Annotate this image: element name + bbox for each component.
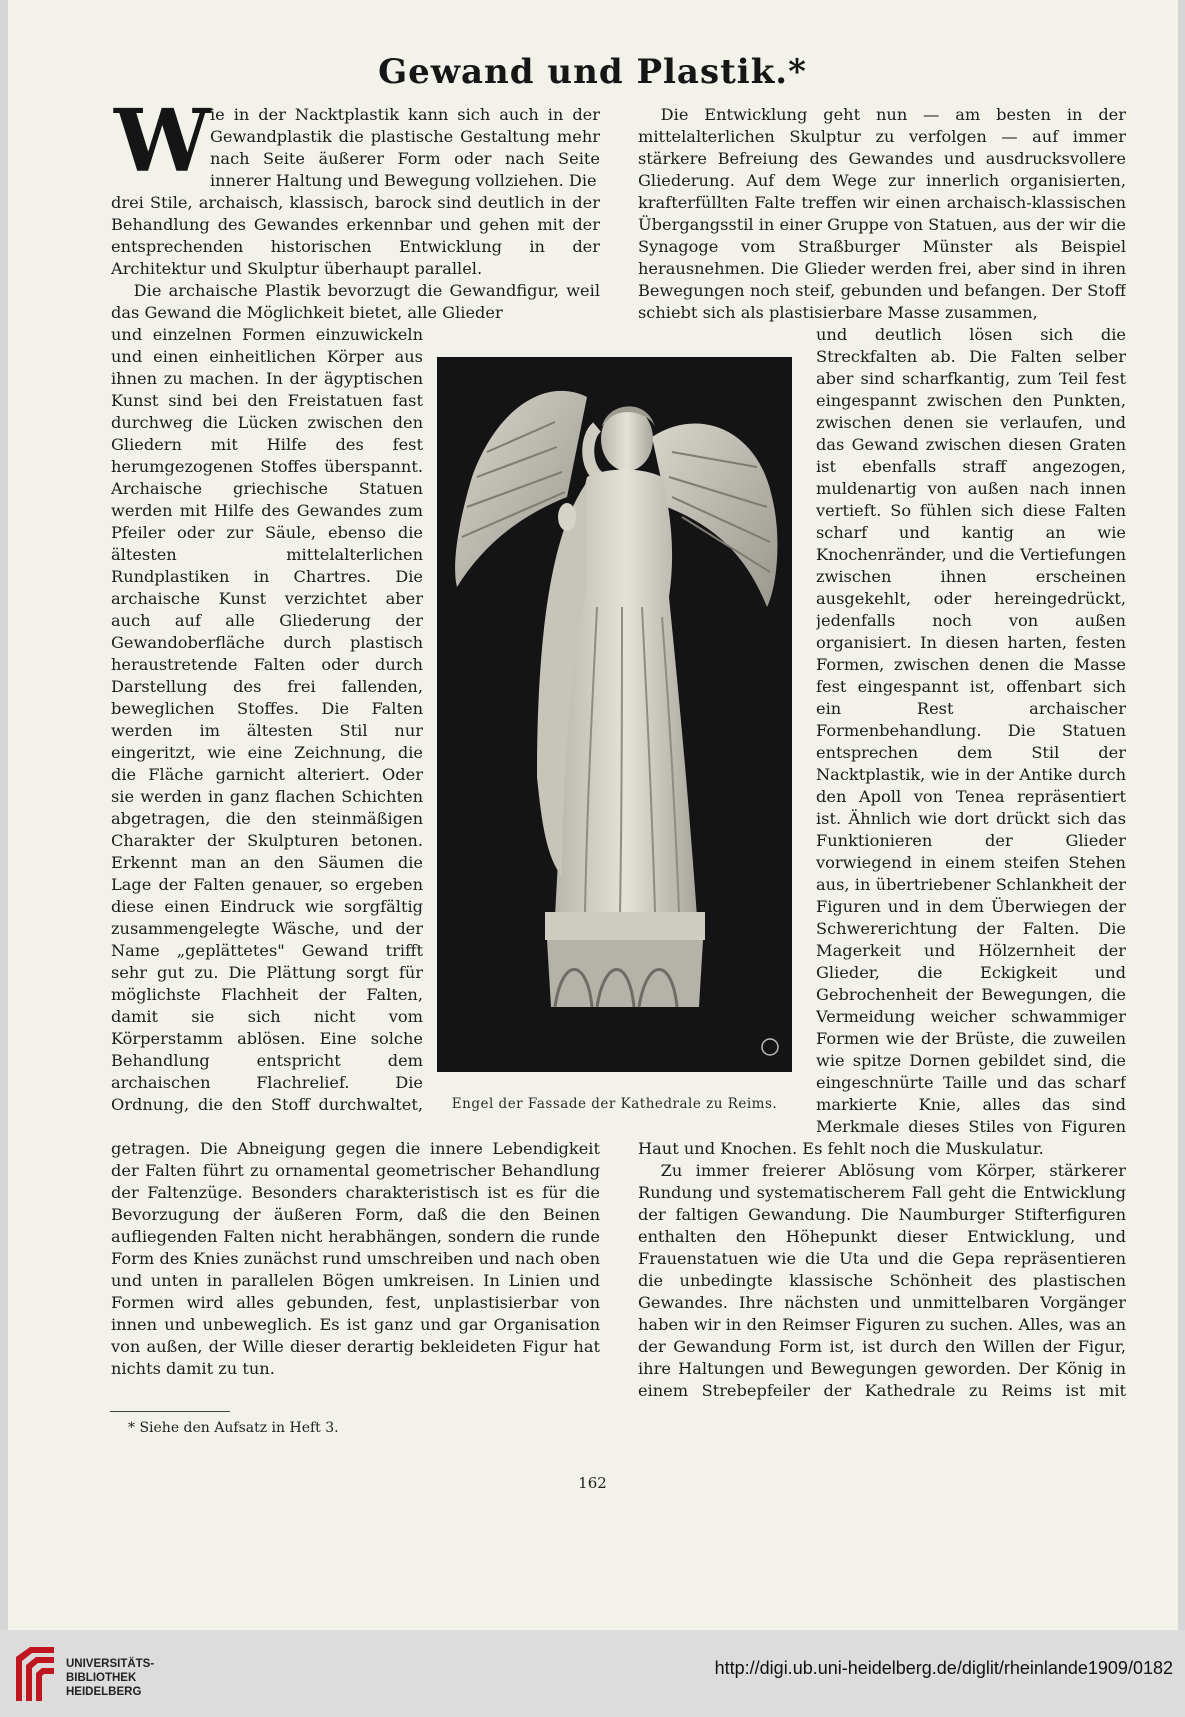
left-col-p1-rest: drei Stile, archaisch, klassisch, barock sind deutlich in der Behandlung des Gewandes erkennbar und gehen mit der entsprechenden historischen Entwicklung in der Architektur und Skulptur überhaupt parallel.: [111, 193, 600, 278]
right-col-p1-top: Die Entwicklung geht nun — am besten in der mittelalterlichen Skulptur zu verfolgen — auf immer stärkere Befreiung des Gewandes und ausdrucksvollere Gliederung. Auf dem Wege zur innerlich organisierten, krafterfüllten Falte treffen wir einen archaisch-klassischen Übergangsstil in einer Gruppe von Statuen, aus der wir die Synagoge vom Straßburger Münster als Beispiel herausnehmen. Die Glieder werden frei, aber sind in ihren Bewegungen noch steif, gebunden und befangen. Der Stoff schiebt sich als plastisierbare Masse zusammen,: [638, 105, 1126, 322]
left-col-p2-narrow: und einzelnen Formen einzuwickeln und einen einheitlichen Körper aus ihnen zu machen. In der ägyptischen Kunst sind bei den Freistatuen fast durchweg die Lücken zwischen den Gliedern mit Hilfe des fest herumgezogenen Stoffes überspannt. Archaische griechische Statuen werden mit Hilfe des Gewandes zum Pfeiler oder zur Säule, ebenso die ältesten mittelalterlichen Rundplastiken in Chartres. Die archaische Kunst verzichtet aber auch auf alle Gliederung der Gewandoberfläche durch plastisch heraustretende Falten oder durch Darstellung des frei fallenden, beweglichen Stoffes. Die Falten werden im ältesten Stil nur eingeritzt, wie eine Zeichnung, die die Fläche garnicht alteriert. Oder sie werden in ganz flachen Schichten abgetragen, die den steinmäßigen Charakter der Skulpturen betonen. Erkennt man an den Säumen die Lage der Falten genauer, so ergeben diese einen Eindruck wie sorgfältig zusammengelegte Wäsche, und der Name „geplättetes" Gewand trifft sehr gut zu. Die Plättung sorgt für möglichste Flachheit der Falten, damit sie sich nicht vom Körperstamm ablösen. Eine solche Behandlung entspricht dem archaischen Flachrelief. Die Ordnung, die den Stoff durchwaltet,: [111, 325, 423, 1114]
library-name-line3: HEIDELBERG: [66, 1686, 142, 1698]
left-col-p2-bottom: getragen. Die Abneigung gegen die innere Lebendigkeit der Falten führt zu ornamental geometrischer Behandlung der Faltenzüge. Besonders charakteristisch ist es für die Bevorzugung der äußeren Form, daß die den Beinen aufliegenden Falten nicht herabhängen, sondern die runde Form des Knies zunächst rund umschreiben und nach oben und unten in parallelen Bögen umkreisen. In Linien und Formen wird alles gebunden, fest, unplastisierbar von innen und unbeweglich. Es ist ganz und gar Organisation von außen, der Wille dieser derartig bekleideten Figur hat nichts damit zu tun.: [111, 1139, 600, 1378]
angel-statue-illustration: [437, 357, 792, 1072]
right-col-p1-bottom: Haut und Knochen. Es fehlt noch die Muskulatur.: [638, 1139, 1044, 1158]
drop-cap: W: [114, 91, 211, 192]
figure-caption: Engel der Fassade der Kathedrale zu Reims.: [451, 1096, 778, 1112]
library-logo-icon[interactable]: [12, 1643, 58, 1705]
right-col-p2: Zu immer freierer Ablösung vom Körper, stärkerer Rundung und systematischerem Fall geht die Entwicklung der faltigen Gewandung. Die Naumburger Stifterfiguren enthalten den Höhepunkt dieser Entwicklung, und Frauenstatuen wie die Uta und die Gepa repräsentieren die unbedingte klassische Schönheit des plastischen Gewandes. Ihre nächsten und unmittelbaren Vorgänger haben wir in den Reimser Figuren zu suchen. Alles, was an der Gewandung Form ist, ist durch den Willen der Figur, ihre Haltungen und Bewegungen geworden. Der König in einem Strebepfeiler der Kathedrale zu Reims ist mit: [638, 1161, 1126, 1400]
library-name: [66, 1657, 154, 1699]
footer-bar: [0, 1630, 1185, 1717]
library-name-line2: BIBLIOTHEK: [66, 1672, 137, 1684]
permalink-url[interactable]: http://digi.ub.uni-heidelberg.de/diglit/rheinlande1909/0182: [714, 1658, 1173, 1678]
library-name-line1: UNIVERSITÄTS-: [66, 1658, 155, 1670]
left-col-p1-continued: [111, 192, 600, 280]
scanned-page: [8, 0, 1178, 1630]
angel-statue-photo: [437, 357, 792, 1072]
footnote: * Siehe den Aufsatz in Heft 3.: [128, 1420, 339, 1436]
left-col-p2-top: Die archaische Plastik bevorzugt die Gewandfigur, weil das Gewand die Möglichkeit bietet, alle Glieder: [111, 281, 600, 322]
page-number: 162: [578, 1474, 607, 1492]
article-title: Gewand und Plastik.*: [378, 52, 807, 92]
footnote-rule: [110, 1411, 230, 1412]
right-col-p1-narrow: und deutlich lösen sich die Streckfalten ab. Die Falten selber aber sind scharfkantig, zum Teil fest eingespannt zwischen den Punkten, zwischen denen sie verlaufen, und das Gewand zwischen diesen Graten ist ebenfalls straff angezogen, muldenartig von außen nach innen vertieft. So fühlen sich diese Falten scharf und kantig an wie Knochenränder, und die Vertiefungen zwischen ihnen erscheinen ausgekehlt, oder hereingedrückt, jedenfalls noch von außen organisiert. In diesen harten, festen Formen, zwischen denen die Masse fest eingespannt ist, offenbart sich ein Rest archaischer Formenbehandlung. Die Statuen entsprechen dem Stil der Nacktplastik, wie in der Antike durch den Apoll von Tenea repräsentiert ist. Ähnlich wie dort drückt sich das Funktionieren der Glieder vorwiegend in einem steifen Stehen aus, in übertriebener Schlankheit der Figuren und in dem Überwiegen der Schwererichtung der Falten. Die Magerkeit und Hölzernheit der Glieder, die Eckigkeit und Gebrochenheit der Bewegungen, die Vermeidung weicher schwammiger Formen wie der Brüste, die zuweilen wie spitze Dornen gebildet sind, die eingeschnürte Taille und das scharf markierte Knie, alles das sind Merkmale dieses Stiles von Figuren: [816, 325, 1126, 1136]
left-col-p1: ie in der Nacktplastik kann sich auch in der Gewandplastik die plastische Gestaltung mehr nach Seite äußerer Form oder nach Seite innerer Haltung und Bewegung vollziehen. Die: [210, 105, 600, 190]
